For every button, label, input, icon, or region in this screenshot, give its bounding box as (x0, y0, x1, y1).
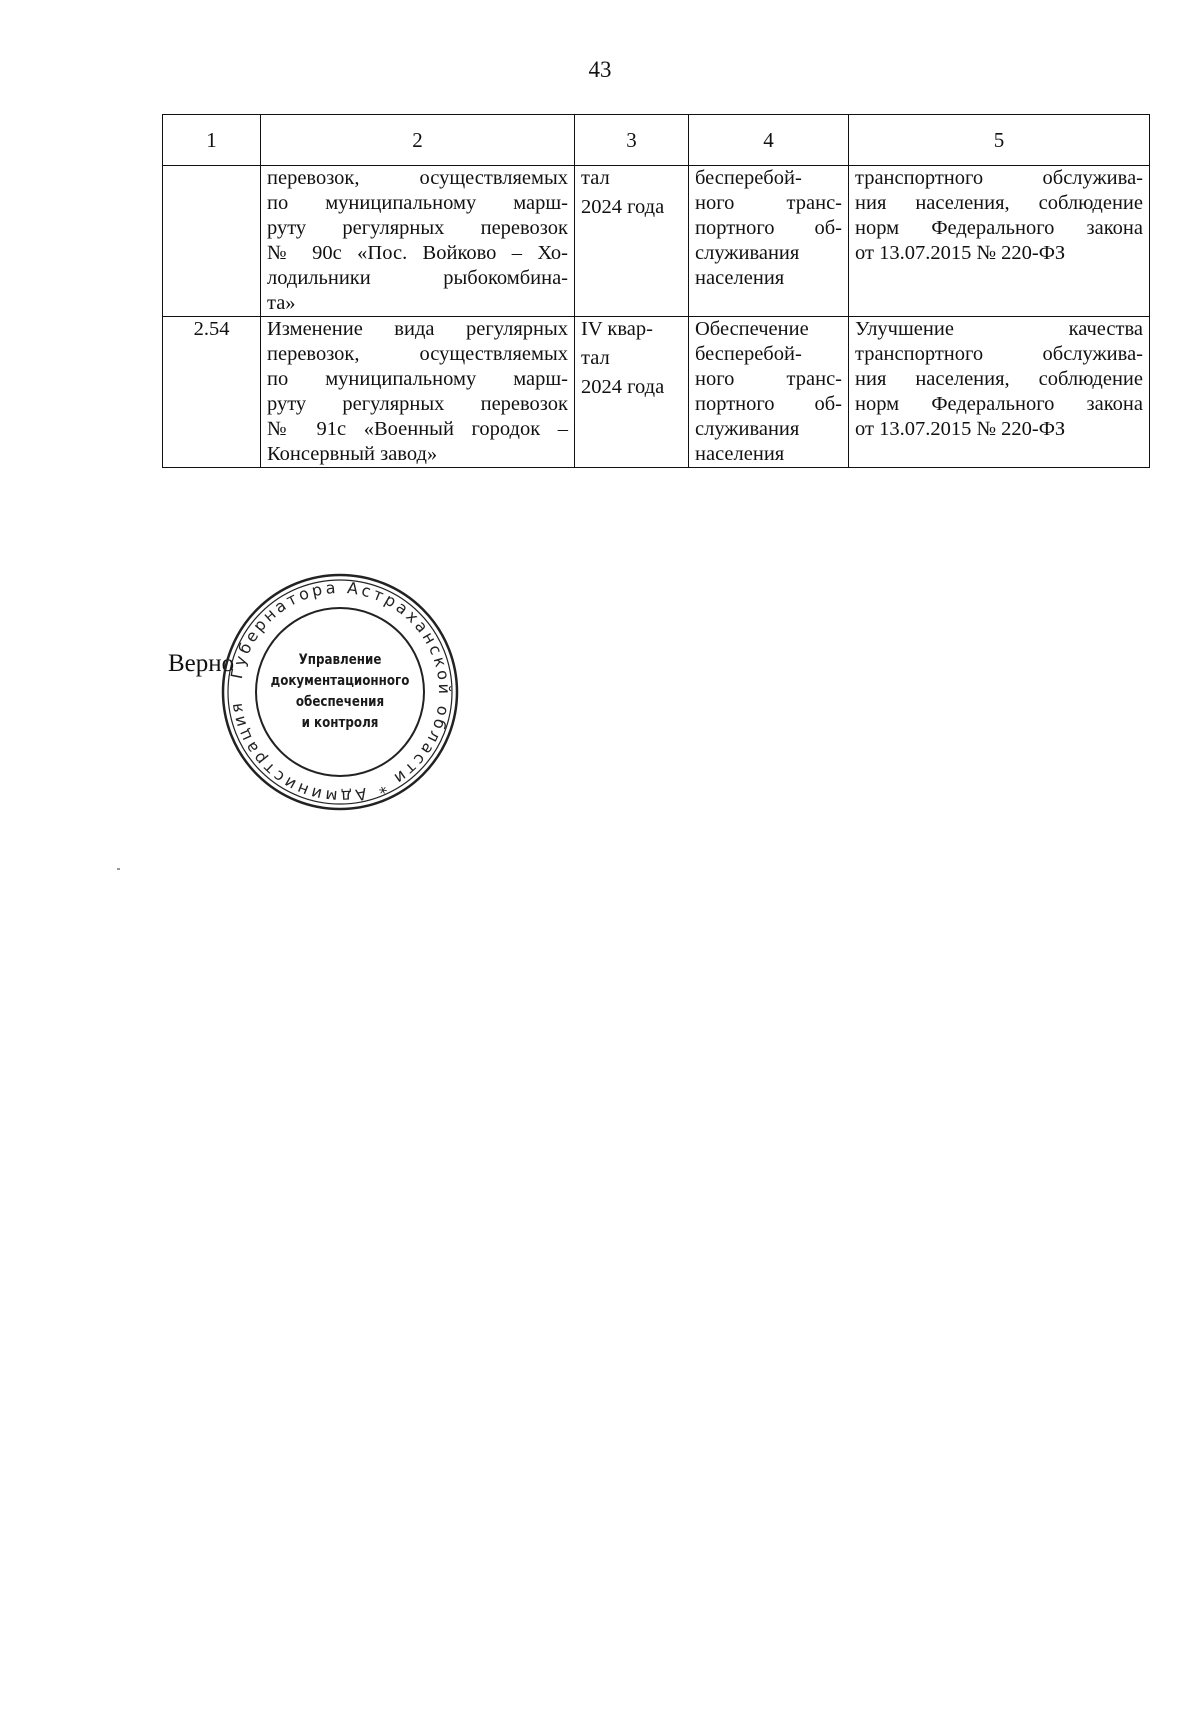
goal-cell (689, 317, 849, 468)
stamp-line: документационного (270, 673, 410, 689)
result-cell-line: ния населения, соблюдение (855, 368, 1143, 390)
description-cell-line: перевозок, осуществляемых (267, 343, 568, 365)
header-col-1: 1 (163, 115, 261, 166)
official-stamp (220, 572, 460, 812)
description-cell-line: лодильники рыбокомбина- (267, 267, 568, 289)
result-cell-line: от 13.07.2015 № 220-ФЗ (855, 418, 1066, 440)
measures-table (162, 114, 1150, 468)
description-cell-line: та» (267, 292, 296, 314)
term-cell-line: 2024 года (581, 196, 665, 218)
row-number-cell: 2.54 (163, 317, 261, 468)
page-number: 43 (588, 57, 612, 82)
goal-cell-line: ного транс- (695, 368, 842, 390)
goal-cell-line: служивания (695, 242, 800, 264)
result-cell-line: норм Федерального закона (855, 393, 1143, 415)
description-cell-line: Изменение вида регулярных (267, 318, 568, 340)
description-cell-line: руту регулярных перевозок (267, 217, 568, 239)
goal-cell-line: бесперебой- (695, 167, 802, 189)
table-header-row (163, 115, 1150, 166)
description-cell-line: Консервный завод» (267, 443, 438, 465)
result-cell-line: ния населения, соблюдение (855, 192, 1143, 214)
result-cell-line: Улучшение качества (855, 318, 1143, 340)
description-cell-line: по муниципальному марш- (267, 368, 568, 390)
verno-label: Верно (168, 650, 235, 677)
header-col-5: 5 (849, 115, 1150, 166)
term-cell-line: тал (581, 347, 610, 369)
goal-cell-line: населения (695, 267, 785, 289)
goal-cell-line: населения (695, 443, 785, 465)
stamp-inner-text (242, 572, 439, 812)
result-cell-line: от 13.07.2015 № 220-ФЗ (855, 242, 1066, 264)
result-cell-line: транспортного обслужива- (855, 167, 1143, 189)
result-cell-line: норм Федерального закона (855, 217, 1143, 239)
term-cell (575, 317, 689, 468)
stamp-line: и контроля (301, 715, 379, 731)
description-cell (261, 166, 575, 317)
goal-cell-line: служивания (695, 418, 800, 440)
term-cell-line: IV квар- (581, 318, 653, 340)
header-col-3: 3 (575, 115, 689, 166)
goal-cell-line: портного об- (695, 217, 842, 239)
goal-cell-line: ного транс- (695, 192, 842, 214)
goal-cell (689, 166, 849, 317)
description-cell (261, 317, 575, 468)
description-cell-line: руту регулярных перевозок (267, 393, 568, 415)
result-cell (849, 317, 1150, 468)
term-cell-line: тал (581, 167, 610, 189)
result-cell-line: транспортного обслужива- (855, 343, 1143, 365)
description-cell-line: № 90с «Пос. Войково – Хо- (267, 242, 568, 264)
term-cell-line: 2024 года (581, 376, 665, 398)
table-row (163, 317, 1150, 468)
description-cell-line: № 91с «Военный городок – (267, 418, 568, 440)
header-col-4: 4 (689, 115, 849, 166)
description-cell-line: перевозок, осуществляемых (267, 167, 568, 189)
row-number-cell (163, 166, 261, 317)
stamp-line: обеспечения (295, 694, 385, 710)
description-cell-line: по муниципальному марш- (267, 192, 568, 214)
header-col-2: 2 (261, 115, 575, 166)
result-cell (849, 166, 1150, 317)
goal-cell-line: портного об- (695, 393, 842, 415)
goal-cell-line: Обеспечение (695, 318, 809, 340)
table-row (163, 166, 1150, 317)
stamp-line: Управление (298, 652, 382, 668)
scan-speck (117, 868, 120, 870)
term-cell (575, 166, 689, 317)
goal-cell-line: бесперебой- (695, 343, 802, 365)
svg-text:Губернатора Астраханской облас: Губернатора Астраханской области * Администрация (226, 577, 455, 807)
